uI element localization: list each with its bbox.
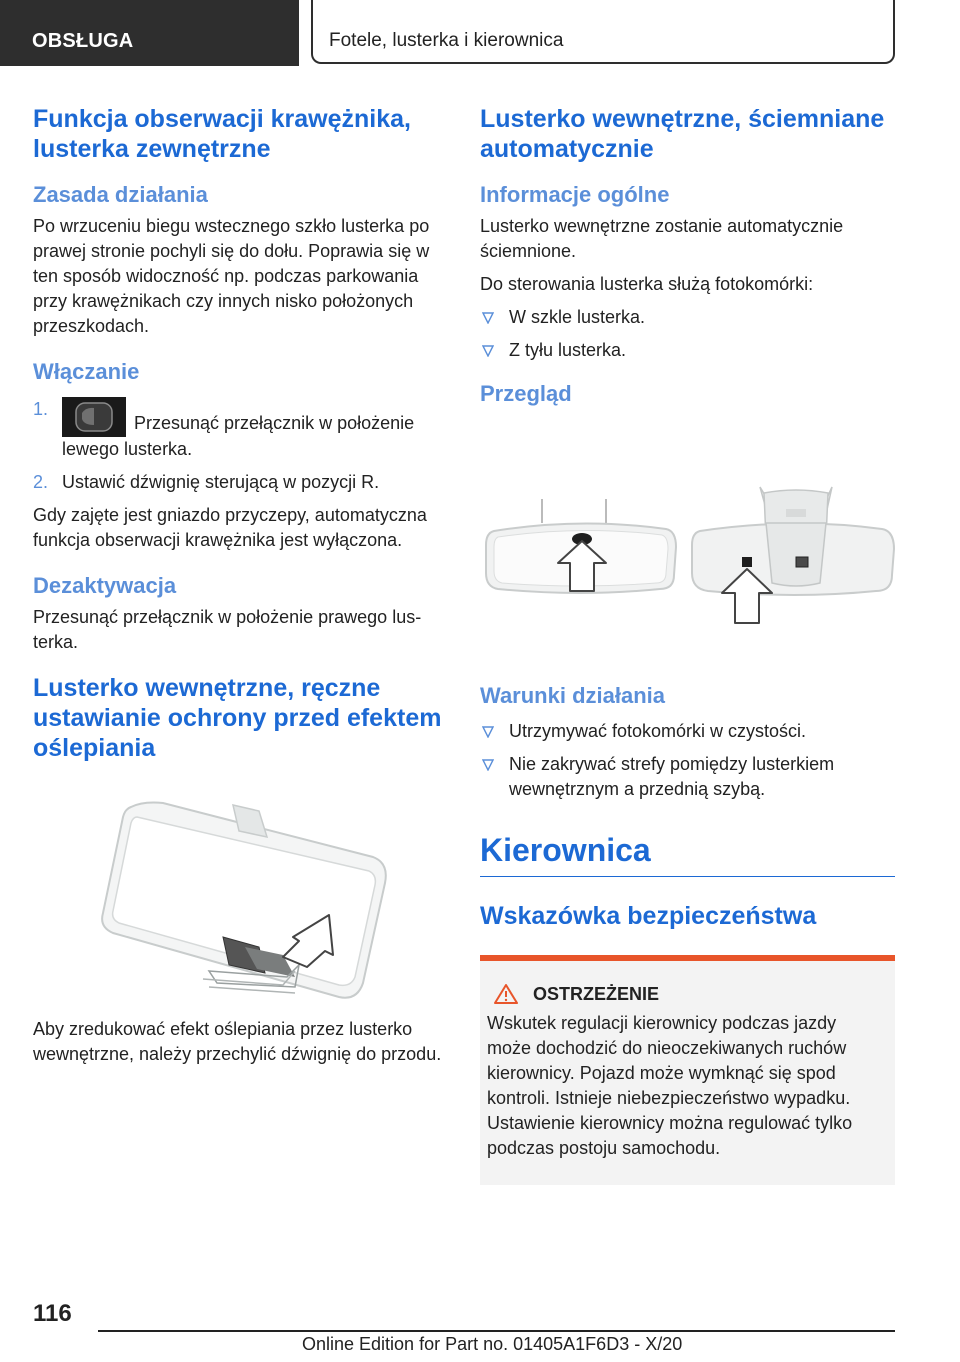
principle-text: Po wrzuceniu biegu wstecznego szkło lusterka po prawej stronie pochyli się do dołu. Poprawia się w ten sposób widoczność np. podczas parkowania przy krawężnikach czy innych nisko położonych przeszkodach. [33,216,430,336]
general-text-1: Lusterko wewnętrzne zostanie automatycznie ściemnione. [480,216,844,261]
manual-mirror-text: Aby zredukować efekt oślepiania przez lusterko wewnętrzne, należy przechylić dźwignię do przodu. [33,1019,442,1064]
warning-label: OSTRZEŻENIE [533,983,660,1004]
conditions-heading: Warunki działania [480,683,666,708]
general-text-2: Do sterowania lusterka służą fotokomórki: [480,274,814,294]
page-number: 116 [33,1300,72,1327]
overview-heading: Przegląd [480,381,572,406]
left-column [33,104,447,1083]
triangle-bullet-icon [482,759,494,771]
photocell-location-illustration [480,413,895,663]
auto-dim-title: Lusterko wewnętrzne, ściemniane automatycznie [480,105,885,163]
mirror-switch-icon [62,397,126,437]
steering-wheel-title: Kierownica [480,832,895,877]
section-label: OBSŁUGA [32,30,134,52]
list-item [480,752,895,802]
page-header [0,0,960,66]
footer-edition: Online Edition for Part no. 01405A1F6D3 - X/20 [302,1334,683,1354]
list-item [33,397,447,462]
list-item-text: Z tyłu lusterka. [509,340,627,360]
conditions-list [480,719,895,802]
warning-text: Wskutek regulacji kierownicy podczas jazdy może dochodzić do nieoczekiwanych ruchów kierownicy. Pojazd może wymknąć się spod kontroli. Istnieje niebezpieczeństwo wypadku. Ustawienie kierownicy można regulować tylko podczas postoju samochodu. [487,1013,853,1158]
chapter-tab [311,0,895,64]
list-item [480,719,895,744]
list-item [33,470,447,495]
warning-title [487,983,883,1005]
list-item [480,305,895,330]
right-column [480,104,895,1185]
step-number: 1. [33,399,49,419]
step-text: Przesunąć przełącznik w położenie lewego lusterka. [62,413,415,459]
disable-text: Przesunąć przełącznik w położenie prawego lusterka. [33,607,422,652]
principle-heading: Zasada działania [33,182,208,207]
list-item-text: Utrzymywać fotokomórki w czystości. [509,721,807,741]
enable-heading: Włączanie [33,359,140,384]
trailer-note: Gdy zajęte jest gniazdo przyczepy, automatyczna funkcja obserwacji krawężnika jest wyłączona. [33,505,427,550]
disable-heading: Dezaktywacja [33,573,177,598]
warning-triangle-icon [493,983,519,1005]
footer-divider [98,1330,895,1332]
curb-function-title: Funkcja obserwacji krawężnika, lusterka zewnętrzne [33,105,411,163]
manual-mirror-title: Lusterko wewnętrzne, ręczne ustawianie ochrony przed efektem oślepiania [33,674,442,762]
triangle-bullet-icon [482,312,494,324]
step-number: 2. [33,472,49,492]
triangle-bullet-icon [482,345,494,357]
list-item-text: W szkle lusterka. [509,307,646,327]
safety-heading: Wskazówka bezpieczeństwa [480,902,817,930]
section-tab [0,0,299,66]
triangle-bullet-icon [482,726,494,738]
photocell-list [480,305,895,363]
list-item-text: Nie zakrywać strefy pomiędzy lusterkiem wewnętrznym a przednią szybą. [509,754,835,799]
inside-mirror-lever-illustration [33,787,447,1003]
step-text: Ustawić dźwignię sterującą w pozycji R. [62,472,380,492]
enable-steps [33,397,447,495]
list-item [480,338,895,363]
chapter-label: Fotele, lusterka i kierownica [329,30,564,51]
warning-box [480,955,895,1185]
general-heading: Informacje ogólne [480,182,670,207]
